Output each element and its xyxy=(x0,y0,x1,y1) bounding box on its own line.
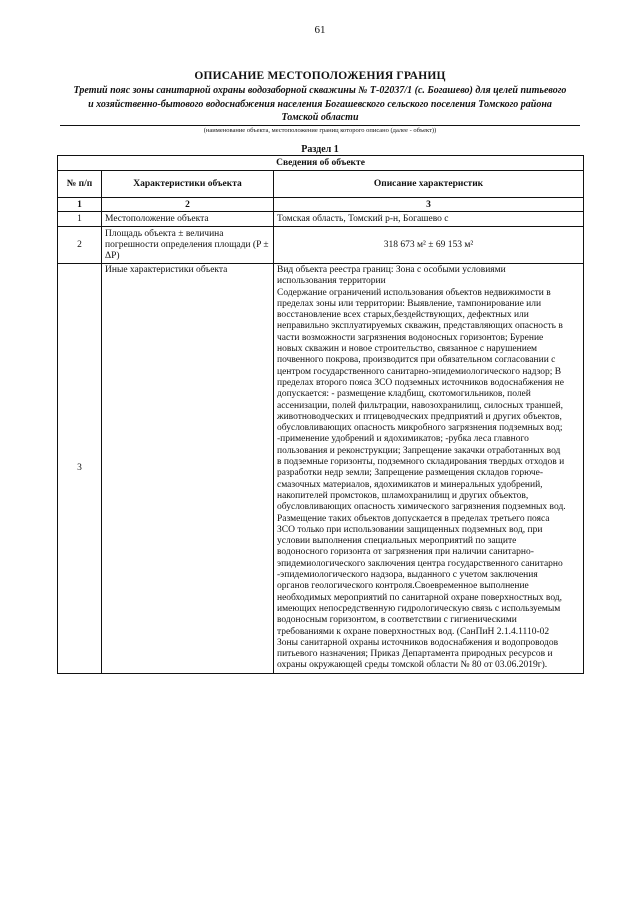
description-line: в подземные горизонты, подземного складирования твердых отходов и xyxy=(277,457,565,468)
description-line: условии выполнения специальных мероприятий по защите xyxy=(277,536,517,547)
row-description xyxy=(274,264,584,674)
description-line: пользования и реконструкции; Запрещение закачки отработанных вод xyxy=(277,445,561,456)
row-characteristic: Площадь объекта ± величина погрешности определения площади (P ± ΔP) xyxy=(102,227,274,264)
row-description: Томская область, Томский р-н, Богашево с xyxy=(274,212,584,227)
description-line: обусловливающих опасность микробного загрязнения подземных вод; xyxy=(277,423,563,434)
description-line: Зоны санитарной охраны источников водоснабжения и водопроводов xyxy=(277,637,559,648)
description-line: обусловливающих опасность химического загрязнения подземных вод. xyxy=(277,502,566,513)
row-description: 318 673 м² ± 69 153 м² xyxy=(274,227,584,264)
table-row xyxy=(58,264,584,674)
description-line: эпидемиологического заключения центра государственного санитарно xyxy=(277,558,563,569)
description-line: части возможности загрязнения водоносных горизонтов; Бурение xyxy=(277,332,544,343)
row-num: 1 xyxy=(58,212,102,227)
description-line: пределах зоны или территории: Выявление, тампонирование или xyxy=(277,298,542,309)
header-num: № п/п xyxy=(58,171,102,198)
row-characteristic: Местоположение объекта xyxy=(102,212,274,227)
table-index-row xyxy=(58,198,584,212)
description-line: ассенизации, полей фильтрации, навозохранилищ, силосных траншей, xyxy=(277,400,564,411)
description-line: водоносного горизонта от загрязнения при наличии санитарно- xyxy=(277,547,534,558)
description-line: накопителей промстоков, шламохранилищ и других объектов, xyxy=(277,490,529,501)
header-description: Описание характеристик xyxy=(274,171,584,198)
description-line: неправильно эксплуатируемых скважин, представляющих опасность в xyxy=(277,321,563,332)
description-line: восстановление всех старых,бездействующих, дефектных или xyxy=(277,310,529,321)
description-line: пределах второго пояса ЗСО подземных источников водоснабжения не xyxy=(277,377,564,388)
description-line: охраны окружающей среды томской области № 80 от 03.06.2019г). xyxy=(277,660,548,671)
description-line: Содержание ограничений использования объектов недвижимости в xyxy=(277,287,551,298)
section-label: Раздел 1 xyxy=(301,144,339,155)
table-header-row xyxy=(58,171,584,198)
description-line: почвенного покрова, производится при обязательном согласовании с xyxy=(277,355,556,366)
description-line: животноводческих и птицеводческих предприятий и других объектов, xyxy=(277,411,562,422)
description-line: ЗСО только при использовании защищенных подземных вод, при xyxy=(277,524,543,535)
description-line: разработки недр земли; Запрещение размещения складов горюче- xyxy=(277,468,544,479)
index-cell: 2 xyxy=(102,198,274,212)
subtitle-line: Томской области xyxy=(281,112,359,123)
description-line: использования территории xyxy=(277,276,386,287)
description-line: -применение удобрений и ядохимикатов; -рубка леса главного xyxy=(277,434,529,445)
subtitle-line: Третий пояс зоны санитарной охраны водозаборной скважины № Т-02037/1 (с. Богашево) для целей питьевого xyxy=(73,85,567,96)
description-line: смазочных материалов, ядохимикатов и минеральных удобрений, xyxy=(277,479,543,490)
description-line: водоносным горизонтом, в соответствии с гигиеническими xyxy=(277,615,517,626)
row-num: 2 xyxy=(58,227,102,264)
subtitle-line: и хозяйственно-бытового водоснабжения населения Богашевского сельского поселения Томского района xyxy=(88,98,552,110)
description-line: новых скважин и новое строительство, связанное с нарушением xyxy=(277,344,538,355)
description-line: питьевого назначения; Приказ Департамента природных ресурсов и xyxy=(277,649,553,660)
table-title: Сведения об объекте xyxy=(58,156,584,171)
description-line: -эпидемиологического надзора, выданного с учетом заключения xyxy=(277,570,538,581)
row-characteristic: Иные характеристики объекта xyxy=(102,264,274,674)
row-num: 3 xyxy=(58,264,102,674)
description-line: допускается: - размещение кладбищ, скотомогильников, полей xyxy=(277,389,531,400)
table-row xyxy=(58,212,584,227)
description-line: необходимых мероприятий по санитарной охране поверхностных вод, xyxy=(277,592,563,603)
index-cell: 1 xyxy=(58,198,102,212)
index-cell: 3 xyxy=(274,198,584,212)
document-subtitle xyxy=(60,84,580,125)
description-line: имеющих непосредственную гидрологическую связь с используемым xyxy=(277,603,561,614)
description-line: Размещение таких объектов допускается в пределах третьего пояса xyxy=(277,513,550,524)
page-number: 61 xyxy=(314,24,326,36)
description-line: центром государственного санитарно-эпидемиологического надзор; В xyxy=(277,366,562,377)
document-title: ОПИСАНИЕ МЕСТОПОЛОЖЕНИЯ ГРАНИЦ xyxy=(194,70,446,82)
description-line: органов геологического контроля.Своевременное выполнение xyxy=(277,581,529,592)
header-characteristic: Характеристики объекта xyxy=(102,171,274,198)
object-info-table xyxy=(57,155,584,674)
description-line: Вид объекта реестра границ: Зона с особыми условиями xyxy=(277,265,506,275)
heading-underline xyxy=(60,125,580,126)
table-title-row xyxy=(58,156,584,171)
table-row xyxy=(58,227,584,264)
heading-caption: (наименование объекта, местоположение границ которого описано (далее - объект)) xyxy=(203,127,437,134)
description-line: требованиями к охране поверхностных вод. (СанПиН 2.1.4.1110-02 xyxy=(277,626,550,637)
